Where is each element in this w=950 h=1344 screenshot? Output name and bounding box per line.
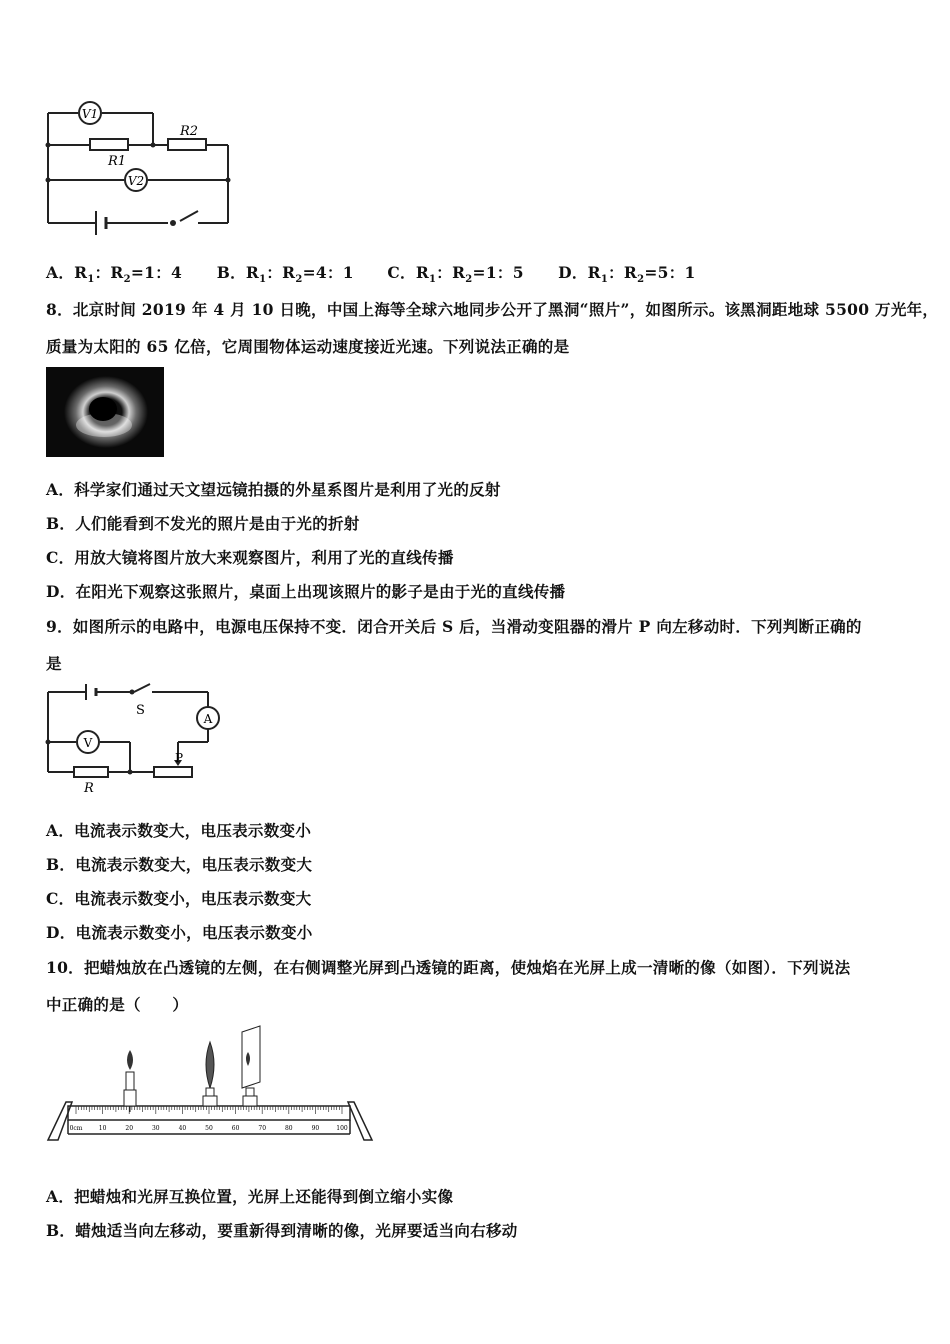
q7-option-b: B．$R_1$：$R_2=4$：1 <box>216 263 354 286</box>
ammeter-label: A <box>203 712 213 726</box>
voltmeter-label: V <box>83 736 93 750</box>
ruler-labels <box>70 1125 348 1132</box>
q8-stem-line2: 质量为太阳的 65 亿倍，它周围物体运动速度接近光速。下列说法正确的是 <box>46 337 570 356</box>
q7-option-a: A．$R_1$：$R_2=1$：4 <box>46 263 183 286</box>
resistor-label: R <box>84 781 94 795</box>
q9-stem-line2: 是 <box>46 654 62 673</box>
candle <box>124 1050 136 1112</box>
q10-stem-line2: 中正确的是（ ） <box>46 995 189 1014</box>
q7-option-c: C．$R_1$：$R_2=1$：5 <box>387 263 524 286</box>
ruler-label: 70 <box>258 1125 267 1132</box>
ruler-label: 30 <box>151 1125 160 1132</box>
ruler-label: 80 <box>284 1125 293 1132</box>
ruler-label: 90 <box>311 1125 320 1132</box>
ruler-ticks <box>76 1106 342 1114</box>
r1-label: R1 <box>108 154 127 169</box>
slider-label: P <box>175 751 184 765</box>
q8-option-d: D．在阳光下观察这张照片，桌面上出现该照片的影子是由于光的直线传播 <box>46 582 566 601</box>
q10-option-a: A．把蜡烛和光屏互换位置，光屏上还能得到倒立缩小实像 <box>46 1187 454 1206</box>
q8-option-a: A．科学家们通过天文望远镜拍摄的外星系图片是利用了光的反射 <box>46 480 501 499</box>
v1-label: V1 <box>81 107 99 121</box>
q7-option-d: D．$R_1$：$R_2=5$：1 <box>558 263 696 286</box>
switch-label: S <box>136 703 145 718</box>
ruler-label: 100 <box>336 1125 348 1132</box>
optical-bench-figure <box>46 1022 376 1144</box>
q9-stem-line1: 9．如图所示的电路中，电源电压保持不变．闭合开关后 S 后，当滑动变阻器的滑片 P 向左移动时．下列判断正确的 <box>46 617 862 636</box>
r2-label: R2 <box>180 124 199 139</box>
q9-circuit-figure <box>40 680 225 795</box>
q10-option-b: B．蜡烛适当向左移动，要重新得到清晰的像，光屏要适当向右移动 <box>46 1221 518 1240</box>
q9-option-c: C．电流表示数变小，电压表示数变大 <box>46 889 312 908</box>
q7-circuit-figure <box>40 95 240 235</box>
q8-option-c: C．用放大镜将图片放大来观察图片，利用了光的直线传播 <box>46 548 454 567</box>
light-screen <box>242 1026 260 1106</box>
ruler-label: 20 <box>125 1125 134 1132</box>
ruler-label: 40 <box>178 1125 187 1132</box>
q9-option-b: B．电流表示数变大，电压表示数变大 <box>46 855 313 874</box>
ruler-label: 60 <box>231 1125 240 1132</box>
q10-stem-line1: 10．把蜡烛放在凸透镜的左侧，在右侧调整光屏到凸透镜的距离，使烛焰在光屏上成一清晰的像（如图）．下列说法 <box>46 958 851 977</box>
q9-option-d: D．电流表示数变小，电压表示数变小 <box>46 923 313 942</box>
ruler-label: 50 <box>205 1125 213 1132</box>
black-hole-image <box>46 367 164 457</box>
q7-options <box>46 261 723 285</box>
q9-option-a: A．电流表示数变大，电压表示数变小 <box>46 821 312 840</box>
v2-label: V2 <box>127 174 145 188</box>
ruler-label: 0cm <box>69 1125 83 1132</box>
q8-stem-line1: 8．北京时间 2019 年 4 月 10 日晚，中国上海等全球六地同步公开了黑洞“照片”，如图所示。该黑洞距地球 5500 万光年， <box>46 300 939 319</box>
convex-lens <box>203 1042 217 1106</box>
q8-option-b: B．人们能看到不发光的照片是由于光的折射 <box>46 514 360 533</box>
ruler-label: 10 <box>98 1125 107 1132</box>
